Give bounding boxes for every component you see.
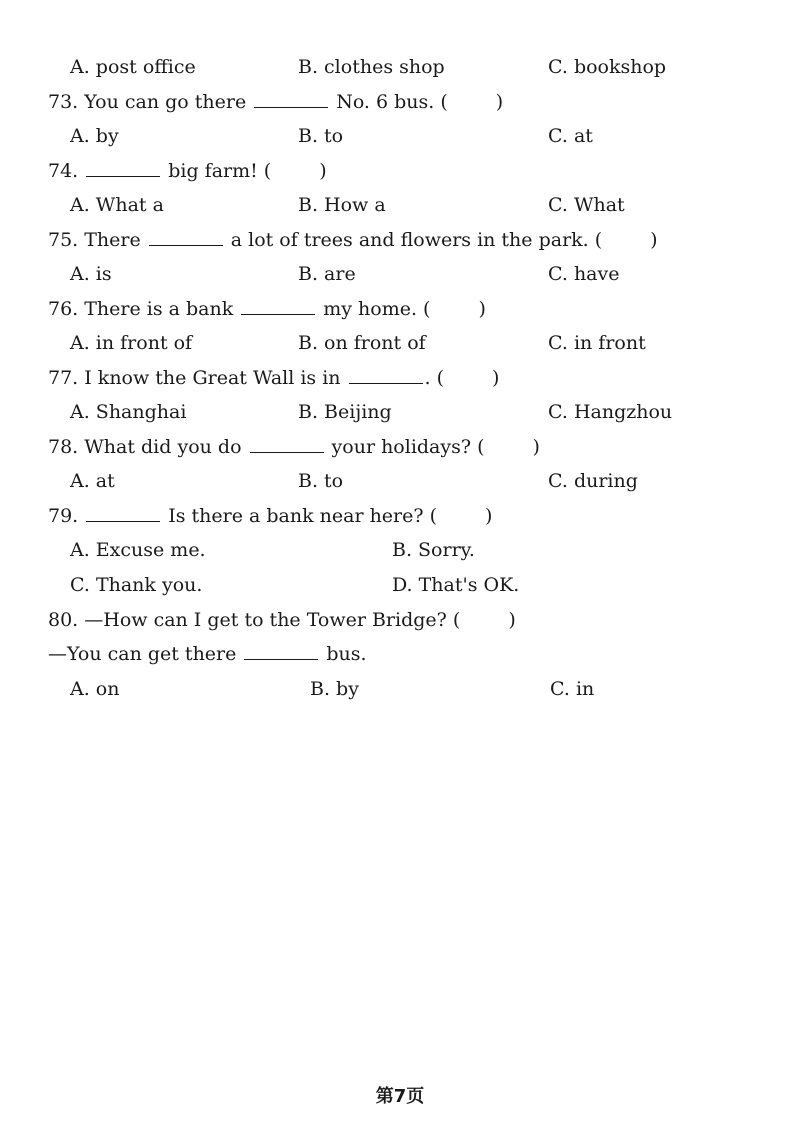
q74-option-a[interactable]: A. What a xyxy=(70,194,164,216)
q80-option-a[interactable]: A. on xyxy=(70,678,120,700)
q74-option-c[interactable]: C. What xyxy=(548,194,625,216)
q76-option-a[interactable]: A. in front of xyxy=(70,332,193,354)
q77-option-a[interactable]: A. Shanghai xyxy=(70,401,187,423)
q80-text-line2-pre: —You can get there xyxy=(48,643,237,665)
q79-blank[interactable] xyxy=(86,505,160,522)
q75-blank[interactable] xyxy=(149,229,223,246)
q77-blank[interactable] xyxy=(349,367,423,384)
q73-text-post: No. 6 bus. ( xyxy=(336,91,448,113)
q80-option-b[interactable]: B. by xyxy=(310,678,359,700)
q76-options-row xyxy=(0,326,800,360)
q79-close-paren: ) xyxy=(485,505,493,527)
q74-options-row xyxy=(0,188,800,222)
q75-close-paren: ) xyxy=(650,229,658,251)
q80-stem xyxy=(0,603,800,637)
q76-option-b[interactable]: B. on front of xyxy=(298,332,426,354)
q78-option-a[interactable]: A. at xyxy=(70,470,115,492)
q79-options-row-1 xyxy=(0,533,800,567)
q80-reply xyxy=(0,637,800,671)
q80-close-paren: ) xyxy=(508,609,516,631)
q78-text-post: your holidays? ( xyxy=(331,436,485,458)
q76-blank[interactable] xyxy=(241,298,315,315)
q80-option-c[interactable]: C. in xyxy=(550,678,595,700)
q76-text-pre: 76. There is a bank xyxy=(48,298,234,320)
q78-option-c[interactable]: C. during xyxy=(548,470,638,492)
q74-blank[interactable] xyxy=(86,160,160,177)
q75-option-a[interactable]: A. is xyxy=(70,263,112,285)
q75-option-b[interactable]: B. are xyxy=(298,263,356,285)
q80-options-row xyxy=(0,672,800,706)
q76-close-paren: ) xyxy=(478,298,486,320)
q73-text-pre: 73. You can go there xyxy=(48,91,247,113)
q79-option-c[interactable]: C. Thank you. xyxy=(70,574,203,596)
q73-options-row xyxy=(0,119,800,153)
q78-text-pre: 78. What did you do xyxy=(48,436,242,458)
q77-stem xyxy=(0,361,800,395)
q79-option-b[interactable]: B. Sorry. xyxy=(392,539,475,561)
q74-stem xyxy=(0,154,800,188)
q73-option-a[interactable]: A. by xyxy=(70,125,119,147)
q74-option-b[interactable]: B. How a xyxy=(298,194,386,216)
q79-option-d[interactable]: D. That's OK. xyxy=(392,574,520,596)
q77-text-post: . ( xyxy=(424,367,445,389)
q78-option-b[interactable]: B. to xyxy=(298,470,344,492)
q72-option-a[interactable]: A. post office xyxy=(70,56,196,78)
q78-close-paren: ) xyxy=(532,436,540,458)
q80-text-line2-post: bus. xyxy=(326,643,367,665)
q74-close-paren: ) xyxy=(319,160,327,182)
q80-text-line1: 80. —How can I get to the Tower Bridge? ( xyxy=(48,609,461,631)
q79-text-post: Is there a bank near here? ( xyxy=(168,505,438,527)
q75-stem xyxy=(0,223,800,257)
q73-blank[interactable] xyxy=(254,91,328,108)
q72-option-b[interactable]: B. clothes shop xyxy=(298,56,445,78)
q77-options-row xyxy=(0,395,800,429)
q72-options-row xyxy=(0,50,800,84)
q78-stem xyxy=(0,430,800,464)
q78-options-row xyxy=(0,464,800,498)
q74-text-pre: 74. xyxy=(48,160,79,182)
q73-option-b[interactable]: B. to xyxy=(298,125,344,147)
page-number: 第7页 xyxy=(375,1086,425,1107)
q73-close-paren: ) xyxy=(495,91,504,113)
q77-option-b[interactable]: B. Beijing xyxy=(298,401,392,423)
q77-option-c[interactable]: C. Hangzhou xyxy=(548,401,673,423)
q74-text-post: big farm! ( xyxy=(168,160,272,182)
q79-option-a[interactable]: A. Excuse me. xyxy=(70,539,206,561)
q72-option-c[interactable]: C. bookshop xyxy=(548,56,667,78)
q80-blank[interactable] xyxy=(244,643,318,660)
q76-text-post: my home. ( xyxy=(323,298,431,320)
q73-stem xyxy=(0,85,800,119)
q75-option-c[interactable]: C. have xyxy=(548,263,620,285)
q73-option-c[interactable]: C. at xyxy=(548,125,593,147)
q79-text-pre: 79. xyxy=(48,505,79,527)
q75-text-pre: 75. There xyxy=(48,229,141,251)
q75-text-post: a lot of trees and flowers in the park. ( xyxy=(230,229,603,251)
q77-close-paren: ) xyxy=(492,367,500,389)
q79-stem xyxy=(0,499,800,533)
q76-option-c[interactable]: C. in front xyxy=(548,332,646,354)
q75-options-row xyxy=(0,257,800,291)
q79-options-row-2 xyxy=(0,568,800,602)
q77-text-pre: 77. I know the Great Wall is in xyxy=(48,367,341,389)
q78-blank[interactable] xyxy=(250,436,324,453)
q76-stem xyxy=(0,292,800,326)
